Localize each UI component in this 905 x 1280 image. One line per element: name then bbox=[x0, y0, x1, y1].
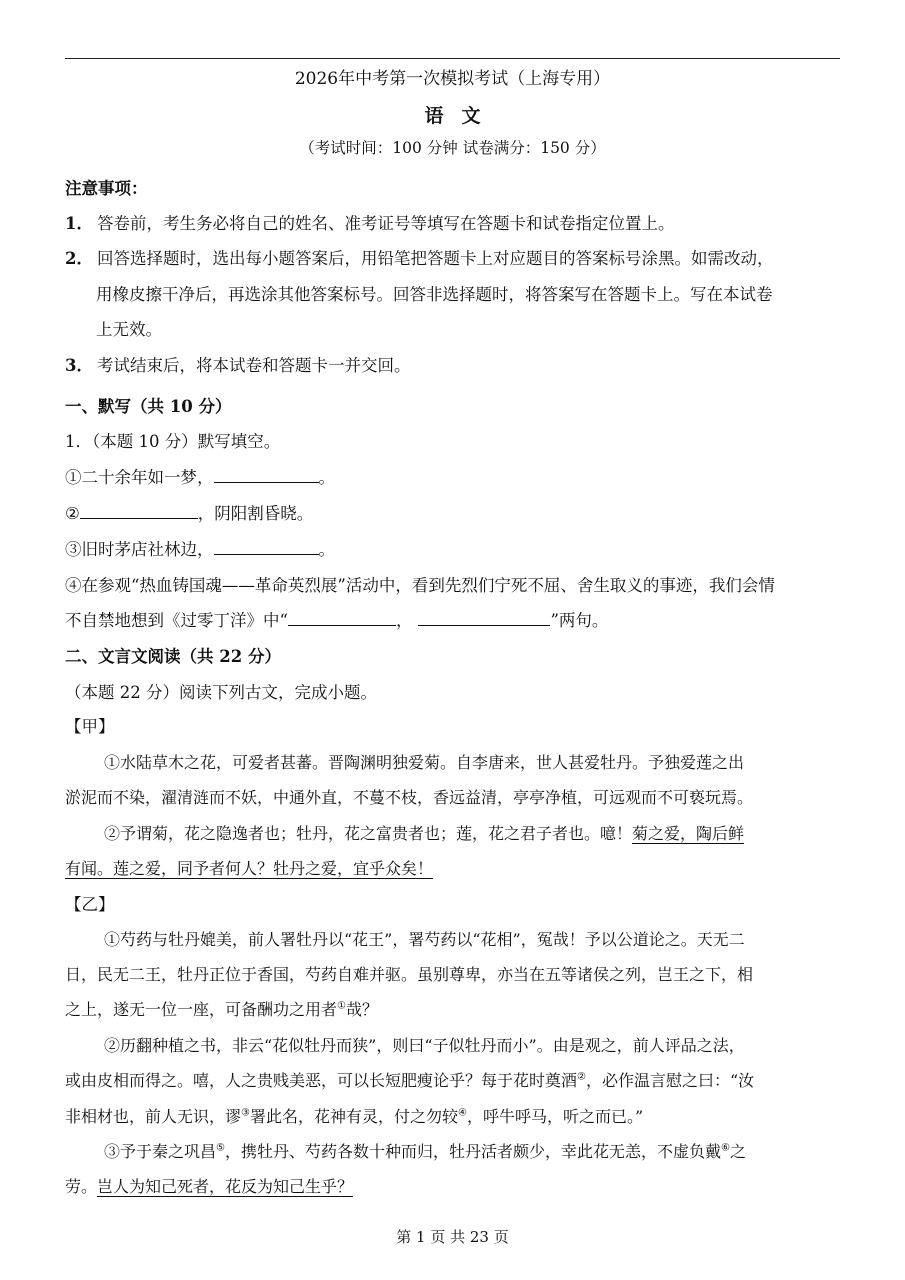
footnote-marker: ③ bbox=[241, 1107, 250, 1119]
yi-text: 哉？ bbox=[345, 1000, 378, 1019]
notice-num: 2． bbox=[65, 249, 93, 268]
blank-prefix: ①二十余年如一梦， bbox=[65, 468, 214, 487]
notice-num: 3． bbox=[65, 356, 93, 375]
yi-text: 之 bbox=[729, 1142, 746, 1161]
section2-intro: （本题 22 分）阅读下列古文，完成小题。 bbox=[65, 683, 377, 702]
answer-blank bbox=[288, 611, 396, 626]
yi-para1-line3 bbox=[65, 997, 378, 1020]
notice-item-1 bbox=[65, 210, 674, 234]
yi-text: ，呼牛呼马，听之而已。” bbox=[466, 1107, 644, 1126]
header-rule bbox=[65, 58, 840, 59]
passage-jia-label: 【甲】 bbox=[65, 717, 115, 736]
notice-text: 答卷前，考生务必将自己的姓名、准考证号等填写在答题卡和试卷指定位置上。 bbox=[96, 214, 675, 233]
answer-blank bbox=[214, 540, 319, 555]
notice-text: 考试结束后，将本试卷和答题卡一并交回。 bbox=[96, 356, 411, 375]
blank-separator: ， bbox=[395, 611, 413, 630]
yi-text: ，携牡丹、芍药各数十种而归，牡丹活者颇少，幸此花无恙，不虚负戴 bbox=[224, 1142, 721, 1161]
subject-title: 语文 bbox=[424, 105, 499, 127]
fill-blank-3 bbox=[65, 536, 335, 560]
blank-suffix: 。 bbox=[318, 540, 335, 559]
section1-heading: 一、默写（共 10 分） bbox=[65, 397, 232, 416]
yi-para2-line3 bbox=[65, 1104, 643, 1127]
jia-para2-line1 bbox=[104, 821, 744, 844]
passage-yi-label: 【乙】 bbox=[65, 895, 115, 914]
yi-text: 署此名，花神有灵，付之勿较 bbox=[249, 1107, 458, 1126]
yi-text: 非相材也，前人无识，谬 bbox=[65, 1107, 242, 1126]
fill-blank-1 bbox=[65, 464, 335, 488]
footnote-marker: ⑥ bbox=[721, 1142, 730, 1154]
notice-item-3 bbox=[65, 352, 410, 376]
exam-info: （考试时间：100 分钟 试卷满分：150 分） bbox=[299, 139, 606, 157]
notice-item-2-line3: 上无效。 bbox=[96, 320, 162, 339]
underlined-sentence: 岂人为知己死者，花反为知己生乎？ bbox=[97, 1177, 354, 1196]
notice-num: 1． bbox=[65, 214, 93, 233]
underlined-sentence: 菊之爱，陶后鲜 bbox=[632, 824, 745, 843]
yi-text: ，必作温言慰之曰：“汝 bbox=[585, 1071, 755, 1090]
yi-para3-line2 bbox=[65, 1174, 353, 1197]
yi-text: ③予于秦之巩昌 bbox=[104, 1142, 217, 1161]
answer-blank bbox=[80, 504, 198, 519]
jia-para2-line2: 有闻。莲之爱，同予者何人？牡丹之爱，宜乎众矣！ bbox=[65, 859, 434, 878]
footnote-marker: ④ bbox=[458, 1107, 467, 1119]
footnote-marker: ⑤ bbox=[216, 1142, 225, 1154]
yi-para1-line1: ①芍药与牡丹媲美，前人署牡丹以“花王”，署芍药以“花相”，冤哉！予以公道论之。天无二 bbox=[104, 930, 745, 949]
yi-text: 劳。 bbox=[65, 1177, 98, 1196]
blank-suffix: 。 bbox=[318, 468, 335, 487]
blank-suffix: ，阴阳割昏晓。 bbox=[197, 504, 314, 523]
footnote-marker: ① bbox=[337, 1000, 346, 1012]
answer-blank bbox=[214, 468, 319, 483]
jia-text: ②予谓菊，花之隐逸者也；牡丹，花之富贵者也；莲，花之君子者也。噫！ bbox=[104, 824, 633, 843]
jia-para1-line2: 淤泥而不染，濯清涟而不妖，中通外直，不蔓不枝，香远益清，亭亭净植，可远观而不可亵玩焉。 bbox=[65, 788, 754, 807]
footnote-marker: ② bbox=[577, 1071, 586, 1083]
notice-text: 回答选择题时，选出每小题答案后，用铅笔把答题卡上对应题目的答案标号涂黑。如需改动， bbox=[96, 249, 774, 268]
page-footer: 第 1 页 共 23 页 bbox=[396, 1228, 509, 1246]
notice-item-2 bbox=[65, 245, 773, 269]
yi-para3-line1 bbox=[104, 1139, 746, 1162]
yi-text: 或由皮相而得之。嘻，人之贵贱美恶，可以长短肥瘦论乎？每于花时奠酒 bbox=[65, 1071, 578, 1090]
blank-prefix: 不自禁地想到《过零丁洋》中“ bbox=[65, 611, 288, 630]
exam-title: 2026年中考第一次模拟考试（上海专用） bbox=[294, 69, 611, 89]
question-1: 1．（本题 10 分）默写填空。 bbox=[65, 432, 281, 451]
jia-para1-line1: ①水陆草木之花，可爱者甚蕃。晋陶渊明独爱菊。自李唐来，世人甚爱牡丹。予独爱莲之出 bbox=[104, 753, 745, 772]
blank-prefix: ② bbox=[65, 504, 80, 523]
blank-suffix: ”两句。 bbox=[550, 611, 609, 630]
yi-para2-line2 bbox=[65, 1068, 754, 1091]
notice-heading: 注意事项： bbox=[65, 179, 148, 198]
yi-text: 之上，遂无一位一座，可备酬功之用者 bbox=[65, 1000, 338, 1019]
blank-prefix: ③旧时茅店社林边， bbox=[65, 540, 214, 559]
fill-blank-4-line2 bbox=[65, 607, 608, 631]
answer-blank bbox=[418, 611, 550, 626]
fill-blank-2 bbox=[65, 500, 313, 524]
section2-heading: 二、文言文阅读（共 22 分） bbox=[65, 647, 281, 666]
yi-para2-line1: ②历翻种植之书，非云“花似牡丹而狭”，则曰“子似牡丹而小”。由是观之，前人评品之法， bbox=[104, 1036, 745, 1055]
fill-blank-4-line1: ④在参观“热血铸国魂——革命英烈展”活动中，看到先烈们宁死不屈、舍生取义的事迹，我们会情 bbox=[65, 576, 775, 595]
yi-para1-line2: 日，民无二王，牡丹正位于香国，芍药自难并驱。虽别尊卑，亦当在五等诸侯之列，岂王之下，相 bbox=[65, 965, 754, 984]
notice-item-2-line2: 用橡皮擦干净后，再选涂其他答案标号。回答非选择题时，将答案写在答题卡上。写在本试卷 bbox=[96, 285, 773, 304]
